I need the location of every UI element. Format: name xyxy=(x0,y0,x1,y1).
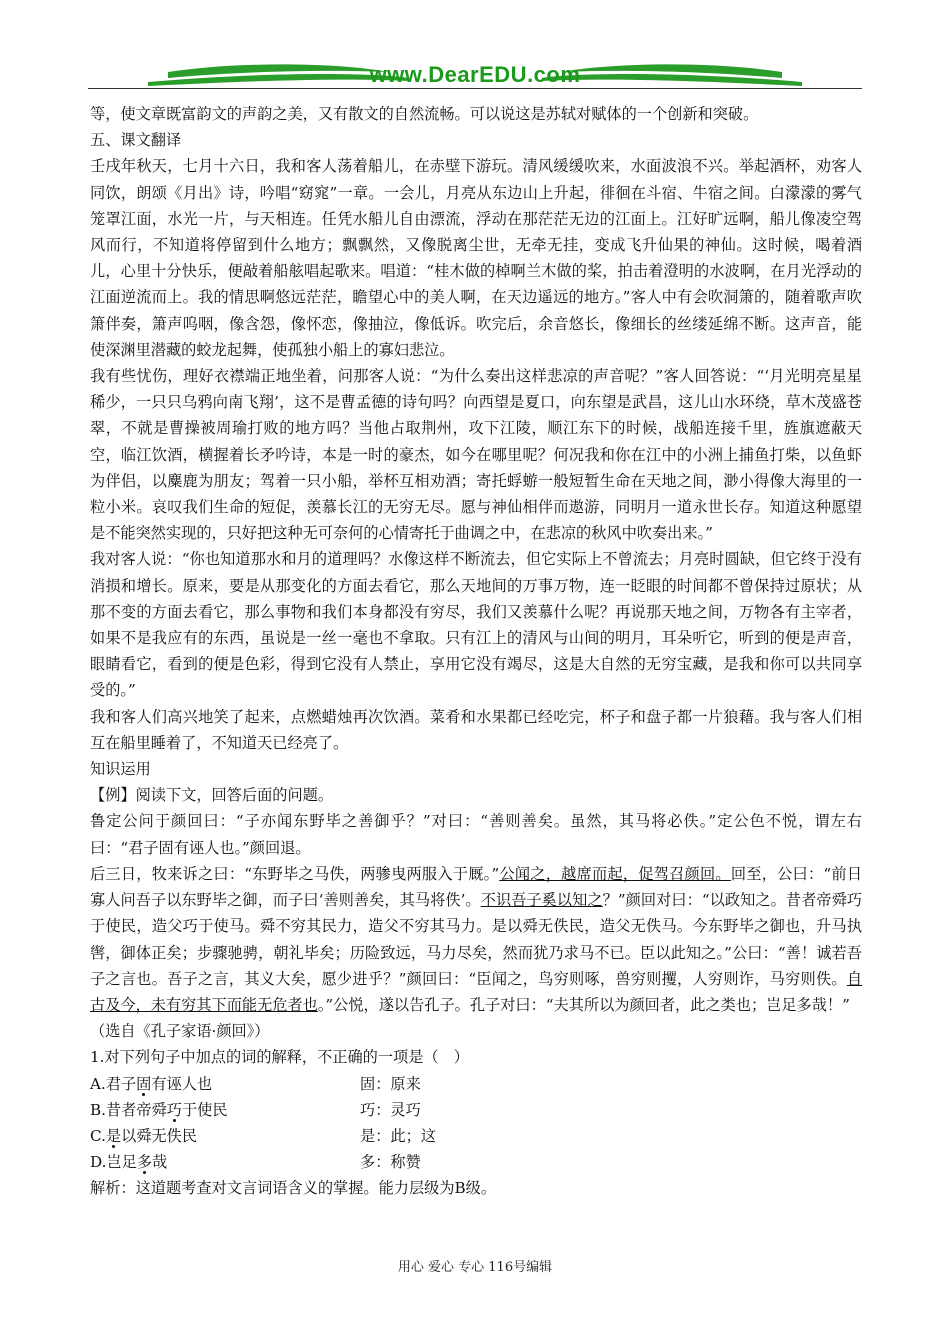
site-logo[interactable]: www.DearEDU.com xyxy=(369,62,581,87)
question-stem: 1.对下列句子中加点的词的解释，不正确的一项是（ ） xyxy=(90,1048,469,1067)
header-divider xyxy=(88,88,862,89)
passage-paragraph: 鲁定公问于颜回曰：“子亦闻东野毕之善御乎？”对曰：“善则善矣。虽然，其马将必佚。”定公色不悦，谓左右曰：“君子固有诬人也。”颜回退。 xyxy=(90,812,862,857)
underlined-sentence: 不识吾子奚以知之 xyxy=(480,891,603,910)
option-explanation: 巧：灵巧 xyxy=(360,1100,421,1119)
passage-text: ？”颜回对曰：“以政知之。昔者帝舜巧于使民，造父巧于使马。舜不穷其民力，造父不穷其马力。是以舜无佚民，造父无佚马。今东野毕之御也，升马执辔，御体正矣；步骤驰骋，朝礼毕矣；历险致远，马力尽矣，然而犹乃求马不已。臣以此知之。”公曰：“善！诚若吾子之言也。吾子之言，其义大矣，愿少进乎？”颜回曰：“臣闻之，鸟穷则啄，兽穷则攫，人穷则诈，马穷则佚。 xyxy=(90,891,863,988)
question-option xyxy=(90,1123,862,1149)
passage-text: 回至，公曰：“前日寡人问吾子以东野毕之御，而子曰‘善则善矣，其马将佚’。 xyxy=(90,864,863,910)
passage-text: 。”公悦，遂以告孔子。孔子对曰：“夫其所以为颜回者，此之类也；岂足多哉！” xyxy=(317,995,850,1014)
dotted-word: 多 xyxy=(136,1153,153,1172)
option-sentence: B.昔者帝舜巧于使民 xyxy=(90,1100,228,1119)
paragraph: 我对客人说：“你也知道那水和月的道理吗？水像这样不断流去，但它实际上不曾流去；月亮时圆缺，但它终于没有消损和增长。原来，要是从那变化的方面去看它，那么天地间的万事万物，连一眨眼的时间都不曾保持过原状；从那不变的方面去看它，那么事物和我们本身都没有穷尽，我们又羡慕什么呢？再说那天地之间，万物各有主宰者，如果不是我应有的东西，虽说是一丝一毫也不拿取。只有江上的清风与山间的明月，耳朵听它，听到的便是声音，眼睛看它，看到的便是色彩，得到它没有人禁止，享用它没有竭尽，这是大自然的无穷宝藏，是我和你可以共同享受的。” xyxy=(90,550,862,700)
dotted-word: 固 xyxy=(136,1074,152,1093)
document-body xyxy=(90,101,862,1202)
section-heading: 五、课文翻译 xyxy=(90,131,182,150)
example-intro: 【例】阅读下文，回答后面的问题。 xyxy=(90,786,333,805)
question-option xyxy=(90,1097,862,1123)
option-explanation: 多：称赞 xyxy=(360,1153,421,1172)
option-sentence: C.是以舜无佚民 xyxy=(90,1126,198,1145)
paragraph: 壬戌年秋天，七月十六日，我和客人荡着船儿，在赤壁下游玩。清风缓缓吹来，水面波浪不兴。举起酒杯，劝客人同饮，朗颂《月出》诗，吟唱“窈窕”一章。一会儿，月亮从东边山上升起，徘徊在斗宿、牛宿之间。白濛濛的雾气笼罩江面，水光一片，与天相连。任凭水船儿自由漂流，浮动在那茫茫无边的江面上。江好旷远啊，船儿像凌空驾风而行，不知道将停留到什么地方；飘飘然，又像脱离尘世，无牵无挂，变成飞升仙果的神仙。这时候，喝着酒儿，心里十分快乐，便敲着船舷唱起歌来。唱道：“桂木做的棹啊兰木做的桨，拍击着澄明的水波啊，在月光浮动的江面逆流而上。我的情思啊悠远茫茫，瞻望心中的美人啊，在天边遥远的地方。”客人中有会吹洞箫的，随着歌声吹箫伴奏，箫声呜咽，像含怨，像怀恋，像抽泣，像低诉。吹完后，余音悠长，像细长的丝缕延绵不断。这声音，能使深渊里潜藏的蛟龙起舞，使孤独小船上的寡妇悲泣。 xyxy=(90,157,862,359)
question-option xyxy=(90,1071,862,1097)
page-footer: 用心 爱心 专心 116号编辑 xyxy=(397,1260,553,1275)
dotted-word: 是 xyxy=(105,1126,122,1145)
dotted-word: 巧 xyxy=(166,1100,182,1119)
paragraph: 我和客人们高兴地笑了起来，点燃蜡烛再次饮酒。菜肴和水果都已经吃完，杯子和盘子都一片狼藉。我与客人们相互在船里睡着了，不知道天已经亮了。 xyxy=(90,707,862,752)
passage-text: 后三日，牧来诉之曰：“东野毕之马佚，两骖曳两服入于厩。” xyxy=(90,864,500,883)
underlined-sentence: 自古及今，未有穷其下而能无危者也 xyxy=(90,969,862,1014)
option-explanation: 是：此；这 xyxy=(360,1126,436,1145)
analysis-text: 解析：这道题考查对文言词语含义的掌握。能力层级为B级。 xyxy=(90,1179,497,1198)
paragraph: 我有些忧伤，理好衣襟端正地坐着，问那客人说：“为什么奏出这样悲凉的声音呢？”客人回答说：“‘月光明亮星星稀少，一只只乌鸦向南飞翔’，这不是曹孟德的诗句吗？向西望是夏口，向东望是武昌，这儿山水环绕，草木茂盛苍翠，不就是曹操被周瑜打败的地方吗？当他占取荆州，攻下江陵，顺江东下的时候，战船连接千里，旌旗遮蔽天空，临江饮酒，横握着长矛吟诗，本是一时的豪杰，如今在哪里呢？何况我和你在江中的小洲上捕鱼打柴，以鱼虾为伴侣，以麋鹿为朋友；驾着一只小船，举杯互相劝酒；寄托蜉蝣一般短暂生命在天地之间，渺小得像大海里的一粒小米。哀叹我们生命的短促，羡慕长江的无穷无尽。愿与神仙相伴而遨游，同明月一道永世长存。知道这种愿望是不能突然实现的，只好把这种无可奈何的心情寄托于曲调之中，在悲凉的秋风中吹奏出来。” xyxy=(90,367,862,543)
option-sentence: A.君子固有诬人也 xyxy=(90,1074,213,1093)
paragraph: 等，使文章既富韵文的声韵之美，又有散文的自然流畅。可以说这是苏轼对赋体的一个创新和突破。 xyxy=(90,105,759,123)
option-sentence: D.岂足多哉 xyxy=(90,1153,168,1172)
site-header xyxy=(88,58,862,98)
passage-source: （选自《孔子家语·颜回》） xyxy=(90,1022,270,1041)
option-explanation: 固：原来 xyxy=(360,1074,421,1093)
question-option xyxy=(90,1149,862,1175)
section-heading: 知识运用 xyxy=(90,760,151,779)
underlined-sentence: 公闻之，越席而起，促驾召颜回。 xyxy=(499,864,731,883)
passage-paragraph xyxy=(90,861,862,1018)
